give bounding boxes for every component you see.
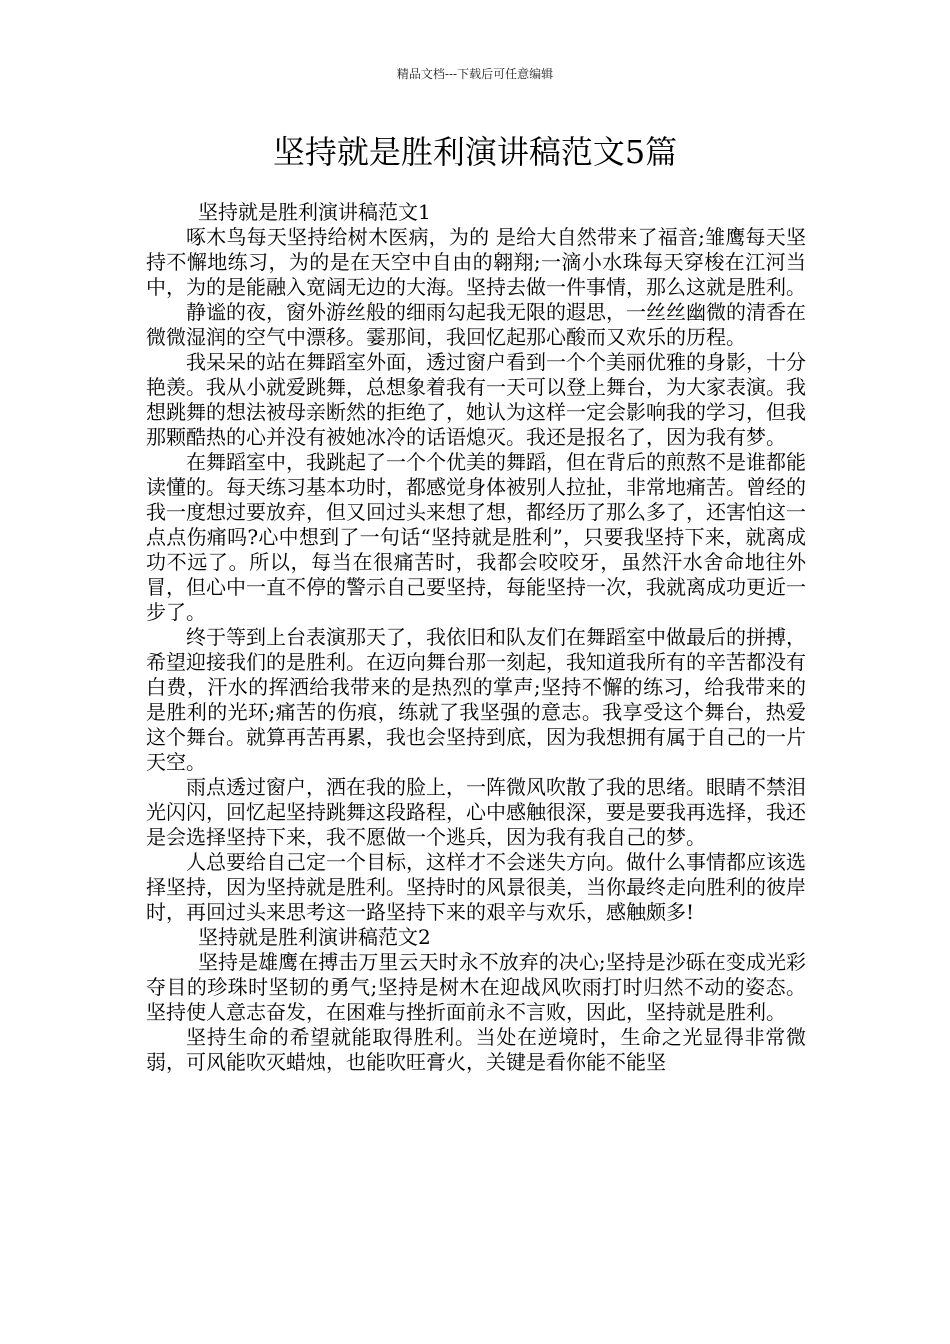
document-title: 坚持就是胜利演讲稿范文5篇	[272, 133, 678, 171]
paragraph: 终于等到上台表演那天了，我依旧和队友们在舞蹈室中做最后的拼搏，希望迎接我们的是胜利。在迈向舞台那一刻起，我知道我所有的辛苦都没有白费，汗水的挥洒给我带来的是热烈的掌声;坚持不懈的练习，给我带来的是胜利的光环;痛苦的伤痕，练就了我坚强的意志。我享受这个舞台，热爱这个舞台。就算再苦再累，我也会坚持到底，因为我想拥有属于自己的一片天空。	[146, 625, 806, 774]
section-heading: 坚持是雄鹰在搏击万里云天时永不放弃的决心;坚持是沙砾在变成光彩夺目的珍珠时坚韧的勇气;坚持是树木在迎战风吹雨打时归然不动的姿态。坚持使人意志奋发，在困难与挫折面前永不言败，因此，坚持就是胜利。	[146, 950, 806, 1024]
header-note: 精品文档---下载后可任意编辑	[396, 67, 554, 81]
paragraph: 雨点透过窗户，洒在我的脸上，一阵微风吹散了我的思绪。眼睛不禁泪光闪闪，回忆起坚持跳舞这段路程，心中感触很深，要是要我再选择，我还是会选择坚持下来，我不愿做一个逃兵，因为我有我自己的梦。	[146, 775, 806, 849]
paragraph: 啄木鸟每天坚持给树木医病，为的 是给大自然带来了福音;雏鹰每天坚持不懈地练习，为的是在天空中自由的翱翔;一滴小水珠每天穿梭在江河当中，为的是能融入宽阔无边的大海。坚持去做一件事情，那么这就是胜利。	[146, 225, 806, 299]
section-heading: 坚持就是胜利演讲稿范文2	[198, 925, 431, 949]
paragraph: 静谧的夜，窗外游丝般的细雨勾起我无限的遐思，一丝丝幽微的清香在微微湿润的空气中漂移。霎那间，我回忆起那心酸而又欢乐的历程。	[146, 300, 806, 349]
paragraph: 我呆呆的站在舞蹈室外面，透过窗户看到一个个美丽优雅的身影，十分艳羡。我从小就爱跳舞，总想象着我有一天可以登上舞台，为大家表演。我想跳舞的想法被母亲断然的拒绝了，她认为这样一定会影响我的学习，但我那颗酷热的心并没有被她冰冷的话语熄灭。我还是报名了，因为我有梦。	[146, 350, 806, 449]
document-body	[146, 200, 806, 1075]
paragraph: 坚持生命的希望就能取得胜利。当处在逆境时，生命之光显得非常微弱，可风能吹灭蜡烛，也能吹旺膏火，关键是看你能不能坚	[146, 1025, 806, 1074]
section-heading: 坚持就是胜利演讲稿范文1	[198, 200, 431, 224]
paragraph: 人总要给自己定一个目标，这样才不会迷失方向。做什么事情都应该选择坚持，因为坚持就是胜利。坚持时的风景很美，当你最终走向胜利的彼岸时，再回过头来思考这一路坚持下来的艰辛与欢乐，感触颇多!	[146, 850, 806, 924]
paragraph: 在舞蹈室中，我跳起了一个个优美的舞蹈，但在背后的煎熬不是谁都能读懂的。每天练习基本功时，都感觉身体被别人拉扯，非常地痛苦。曾经的我一度想过要放弃，但又回过头来想了想，都经历了那么多了，还害怕这一点点伤痛吗?心中想到了一句话“坚持就是胜利”，只要我坚持下来，就离成功不远了。所以，每当在很痛苦时，我都会咬咬牙，虽然汗水舍命地往外冒，但心中一直不停的警示自己要坚持，每能坚持一次，我就离成功更近一步了。	[146, 450, 806, 624]
